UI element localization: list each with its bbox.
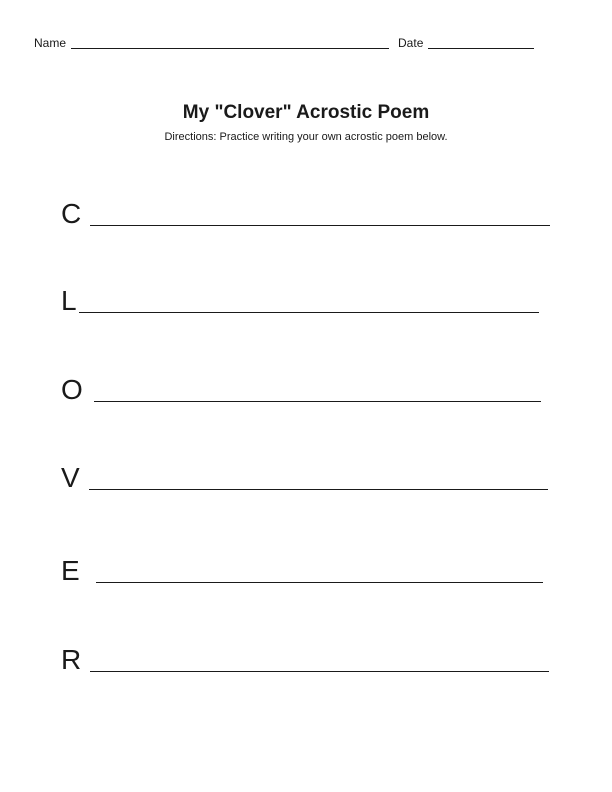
acrostic-letter: O <box>61 374 83 405</box>
writing-line[interactable] <box>79 312 539 313</box>
acrostic-letter: E <box>61 555 80 586</box>
writing-line[interactable] <box>90 225 550 226</box>
page-title: My "Clover" Acrostic Poem <box>182 102 430 123</box>
writing-line[interactable] <box>94 401 541 402</box>
name-field[interactable] <box>71 34 389 49</box>
acrostic-row-l <box>61 281 561 317</box>
directions-text: Directions: Practice writing your own acrostic poem below. <box>164 131 448 143</box>
writing-line[interactable] <box>90 671 549 672</box>
acrostic-row-e <box>61 551 561 587</box>
acrostic-row-r <box>61 640 561 676</box>
name-label: Name <box>34 36 67 50</box>
date-label: Date <box>398 36 424 50</box>
acrostic-row-v <box>61 458 561 494</box>
acrostic-letter: C <box>61 198 82 229</box>
header-row <box>34 33 554 53</box>
acrostic-letter: R <box>61 644 82 675</box>
acrostic-letter: L <box>61 285 77 316</box>
acrostic-row-c <box>61 194 561 230</box>
acrostic-row-o <box>61 370 561 406</box>
acrostic-letter: V <box>61 462 80 493</box>
writing-line[interactable] <box>89 489 548 490</box>
writing-line[interactable] <box>96 582 543 583</box>
date-field[interactable] <box>428 34 534 49</box>
